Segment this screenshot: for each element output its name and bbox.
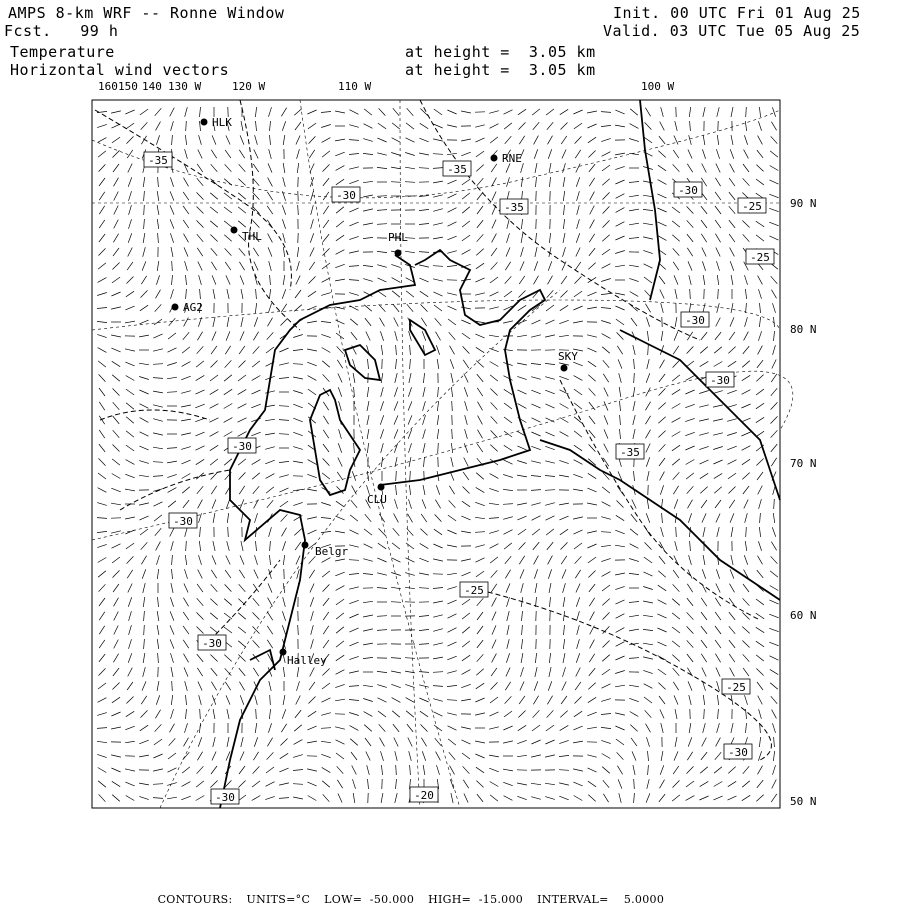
map-title: AMPS 8-km WRF -- Ronne Window: [8, 4, 284, 22]
contour-label: [460, 582, 488, 597]
station-dot: [172, 304, 179, 311]
svg-text:-35: -35: [620, 446, 640, 459]
contour-label: [332, 187, 360, 202]
station-label: RNE: [502, 152, 522, 165]
longitude-label: 100 W: [641, 80, 674, 93]
contour-label: [724, 744, 752, 759]
contour-label: [746, 249, 774, 264]
svg-text:-30: -30: [685, 314, 705, 327]
station-dot: [395, 250, 402, 257]
station-label: THL: [242, 230, 262, 243]
contours-interval: INTERVAL= 5.0000: [537, 893, 664, 906]
svg-text:-35: -35: [447, 163, 467, 176]
field-height-1: at height = 3.05 km: [405, 43, 596, 61]
station-label: Halley: [287, 654, 327, 667]
contours-units: UNITS=°C: [247, 893, 311, 906]
field-height-2: at height = 3.05 km: [405, 61, 596, 79]
valid-time: Valid. 03 UTC Tue 05 Aug 25: [603, 22, 860, 40]
contour-label: [410, 787, 438, 802]
contour-label: [144, 152, 172, 167]
longitude-labels: [98, 80, 674, 93]
latitude-label: 70 N: [790, 457, 817, 470]
svg-text:-25: -25: [726, 681, 746, 694]
station-dot: [201, 119, 208, 126]
latitude-label: 90 N: [790, 197, 817, 210]
contour-label: [706, 372, 734, 387]
longitude-label: 150: [118, 80, 138, 93]
contour-label: [198, 635, 226, 650]
svg-text:-35: -35: [148, 154, 168, 167]
station-label: HLK: [212, 116, 232, 129]
svg-text:-30: -30: [232, 440, 252, 453]
station-label: CLU: [367, 493, 387, 506]
svg-text:-30: -30: [215, 791, 235, 804]
svg-text:-25: -25: [750, 251, 770, 264]
contours-high: HIGH= -15.000: [428, 893, 523, 906]
svg-text:-25: -25: [464, 584, 484, 597]
contour-label: [616, 444, 644, 459]
svg-text:-30: -30: [728, 746, 748, 759]
station-label: SKY: [558, 350, 578, 363]
contour-label: [211, 789, 239, 804]
svg-text:-30: -30: [202, 637, 222, 650]
station-dot: [561, 365, 568, 372]
svg-text:-30: -30: [173, 515, 193, 528]
svg-text:-30: -30: [336, 189, 356, 202]
field-name-wind: Horizontal wind vectors: [10, 61, 229, 79]
svg-text:-30: -30: [710, 374, 730, 387]
station-dot: [491, 155, 498, 162]
latitude-label: 60 N: [790, 609, 817, 622]
station-dot: [231, 227, 238, 234]
contour-label: [500, 199, 528, 214]
longitude-label: 110 W: [338, 80, 371, 93]
longitude-label: 130 W: [168, 80, 201, 93]
contour-label: [674, 182, 702, 197]
svg-text:-20: -20: [414, 789, 434, 802]
longitude-label: 120 W: [232, 80, 265, 93]
contour-legend: [150, 880, 678, 906]
contours-low: LOW= -50.000: [324, 893, 414, 906]
svg-text:-35: -35: [504, 201, 524, 214]
longitude-label: 140: [142, 80, 162, 93]
latitude-labels: [790, 197, 817, 808]
contour-label: [722, 679, 750, 694]
latitude-label: 50 N: [790, 795, 817, 808]
field-name-temperature: Temperature: [10, 43, 115, 61]
station-dot: [378, 484, 385, 491]
station-dot: [302, 542, 309, 549]
contour-label: [681, 312, 709, 327]
init-time: Init. 00 UTC Fri 01 Aug 25: [613, 4, 861, 22]
latitude-label: 80 N: [790, 323, 817, 336]
contour-label: [443, 161, 471, 176]
station-label: AG2: [183, 301, 203, 314]
svg-text:-30: -30: [678, 184, 698, 197]
svg-text:-25: -25: [742, 200, 762, 213]
forecast-hour: Fcst. 99 h: [4, 22, 118, 40]
longitude-label: 160: [98, 80, 118, 93]
contour-label: [169, 513, 197, 528]
station-dot: [280, 649, 287, 656]
contour-label: [228, 438, 256, 453]
station-label: Belgr: [315, 545, 348, 558]
station-label: PHL: [388, 231, 408, 244]
contour-label: [738, 198, 766, 213]
contours-label: CONTOURS:: [158, 893, 233, 906]
